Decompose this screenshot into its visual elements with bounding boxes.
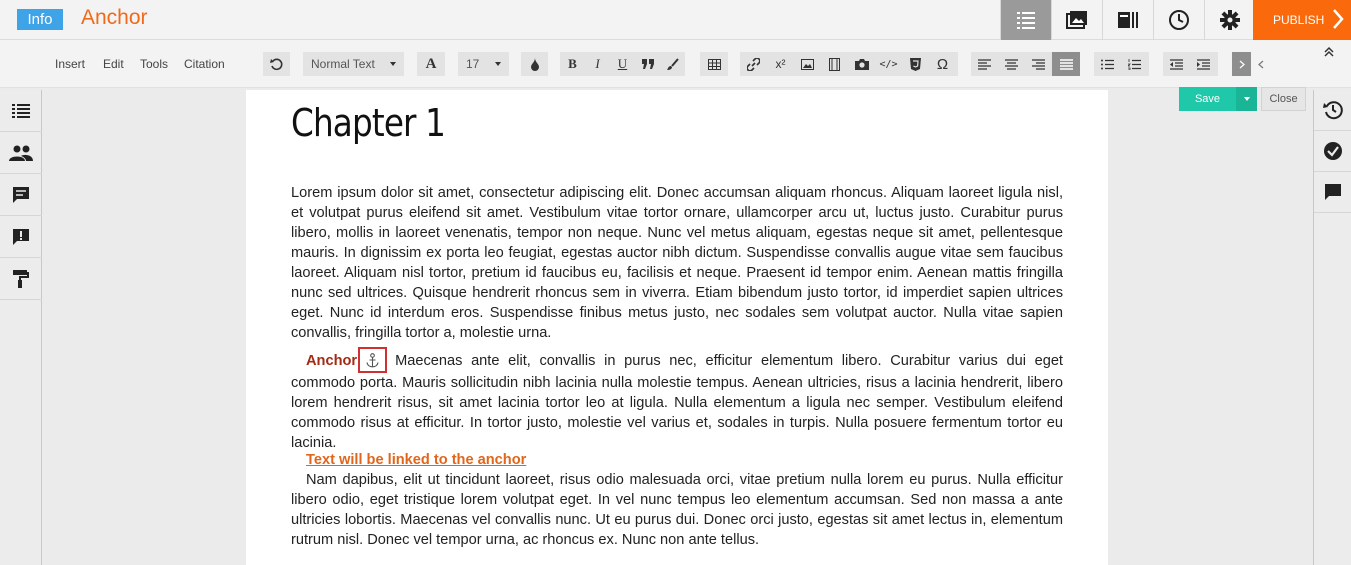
code-icon[interactable]: </> [879, 58, 898, 70]
chevron-left-icon[interactable] [1251, 52, 1270, 76]
feedback-icon[interactable] [0, 216, 42, 258]
collapse-toolbar-icon[interactable] [1323, 45, 1335, 63]
clock-icon[interactable] [1153, 0, 1204, 40]
history-icon[interactable] [1314, 90, 1351, 131]
paint-roller-icon[interactable] [0, 258, 42, 300]
caret-down-icon [495, 62, 501, 66]
check-circle-icon[interactable] [1314, 131, 1351, 172]
html5-icon[interactable] [902, 52, 929, 76]
paragraph-3[interactable] [291, 470, 1063, 550]
omega-icon[interactable]: Ω [936, 55, 949, 73]
camera-icon[interactable] [848, 52, 875, 76]
table-icon [700, 52, 728, 76]
align-justify-icon[interactable] [1052, 52, 1080, 76]
images-icon[interactable] [1051, 0, 1102, 40]
font-size-select[interactable] [458, 52, 509, 76]
caret-down-icon [1244, 97, 1250, 101]
text-style-select[interactable] [303, 52, 404, 76]
list-icon[interactable] [1000, 0, 1051, 40]
bullet-list-icon[interactable] [1094, 52, 1121, 76]
close-button[interactable]: Close [1261, 87, 1306, 111]
superscript-icon[interactable]: x² [775, 57, 786, 71]
italic-icon[interactable]: I [595, 56, 600, 71]
chevron-right-icon[interactable] [1232, 52, 1251, 76]
align-right-icon[interactable] [1025, 52, 1052, 76]
insert-group [740, 52, 958, 76]
menu-edit[interactable]: Edit [103, 57, 124, 71]
chevron-right-icon [1331, 8, 1345, 30]
library-icon[interactable] [1102, 0, 1153, 40]
undo-button[interactable] [263, 52, 290, 76]
font-size-value: 17 [466, 57, 480, 71]
bold-icon[interactable]: B [568, 56, 577, 71]
underline-icon[interactable]: U [617, 56, 628, 71]
anchor-label[interactable]: Anchor [306, 353, 358, 369]
toolbar-scroll [1232, 52, 1272, 76]
image-icon[interactable] [794, 52, 821, 76]
info-badge[interactable]: Info [17, 9, 63, 30]
publish-button[interactable] [1253, 0, 1351, 40]
indent-group [1163, 52, 1218, 76]
font-a-icon: A [425, 55, 437, 72]
save-options-button[interactable] [1236, 87, 1257, 111]
right-sidebar [1313, 90, 1351, 565]
save-button[interactable]: Save [1179, 87, 1236, 111]
ink-drop-icon [521, 52, 548, 76]
paint-brush-icon[interactable] [660, 52, 685, 76]
link-icon[interactable] [740, 52, 767, 76]
paragraph-3-text: Nam dapibus, elit ut tincidunt laoreet, risus odio malesuada orci, vitae pretium nulla lorem eu purus. Nulla efficitur libero odio, eget tristique lorem volutpat eget. In vel nunc tempus leo elementum accumsan. Sed non massa a ante ultricies lobortis. Maecenas vel convallis nunc. Ut eu purus dui. Donec orci justo, egestas sit amet lectus in, elementum rutrum nisl. Donec vel tempor urna, ac rhoncus ex. Nunc non ante tellus. [291, 472, 1063, 548]
table-button[interactable] [700, 52, 728, 76]
outline-list-icon[interactable] [0, 90, 42, 132]
caret-down-icon [390, 62, 396, 66]
anchor-link[interactable]: Text will be linked to the anchor [306, 452, 527, 468]
people-icon[interactable] [0, 132, 42, 174]
paragraph-2-text: Maecenas ante elit, convallis in purus nec, efficitur elementum libero. Curabitur varius dui eget commodo porta. Mauris sollicitudin nibh lacinia nulla molestie tempus. Aenean ultricies, risus a lacinia hendrerit, libero lorem hendrerit risus, sit amet lacinia tortor leo at ligula. Nulla elementum a ligula nec semper. Vestibulum eleifend commodo risus at efficitur. In tortor justo, molestie vel varius et, sodales in turpis. Nulla posuere fermentum tortor eu lacinia. [291, 353, 1063, 451]
page-title: Anchor [81, 6, 148, 29]
outdent-icon[interactable] [1163, 52, 1190, 76]
gear-icon[interactable] [1204, 0, 1255, 40]
quote-icon[interactable] [635, 52, 660, 76]
left-sidebar [0, 90, 42, 565]
menu-insert[interactable]: Insert [55, 57, 86, 71]
video-icon[interactable] [821, 52, 848, 76]
anchor-marker[interactable] [358, 347, 387, 373]
text-color-button[interactable] [521, 52, 548, 76]
formatting-group [560, 52, 685, 76]
paragraph-1[interactable]: Lorem ipsum dolor sit amet, consectetur adipiscing elit. Donec accumsan aliquam rhoncus. Aliquam laoreet ligula nisl, et volutpat purus eleifend sit amet. Vestibulum vitae tortor ornare, ullamcorper arcu ut, luctus justo. Curabitur purus libero, mollis in laoreet venenatis, tempor non neque. Nunc vel metus aliquam, egestas neque sit amet, pellentesque mauris. In dignissim ex porta leo feugiat, egestas auctor nibh dictum. Suspendisse convallis augue vitae sem faucibus laoreet. Aliquam nisl tortor, pretium id faucibus eu, facilisis et neque. Praesent id tempor enim. Aenean mattis fringilla nunc sed ultrices. Quisque hendrerit rhoncus sem in viverra. Etiam bibendum justo tortor, id imperdiet sapien ultrices eget. Nunc id interdum eros. Suspendisse finibus metus justo, nec sodales sem volutpat auctor. Nulla vitae sapien convallis, fringilla tortor a, molestie urna. [291, 185, 1063, 341]
top-icon-group [1000, 0, 1255, 40]
chapter-title[interactable]: Chapter 1 [291, 101, 446, 145]
undo-icon [263, 52, 290, 76]
font-button[interactable] [417, 52, 445, 76]
menu-tools[interactable]: Tools [140, 57, 169, 71]
anchor-icon [366, 353, 379, 368]
link-paragraph [291, 450, 1063, 470]
list-group [1094, 52, 1149, 76]
top-bar [0, 0, 1351, 40]
comment-icon[interactable] [0, 174, 42, 216]
align-center-icon[interactable] [998, 52, 1025, 76]
editor-toolbar [0, 40, 1351, 88]
numbered-list-icon[interactable] [1121, 52, 1148, 76]
align-group [971, 52, 1080, 76]
menu-citation[interactable]: Citation [184, 57, 225, 71]
indent-icon[interactable] [1190, 52, 1217, 76]
publish-label: PUBLISH [1273, 13, 1325, 27]
text-style-value: Normal Text [311, 57, 375, 71]
chat-icon[interactable] [1314, 172, 1351, 213]
paragraph-2[interactable] [291, 347, 1063, 453]
align-left-icon[interactable] [971, 52, 998, 76]
